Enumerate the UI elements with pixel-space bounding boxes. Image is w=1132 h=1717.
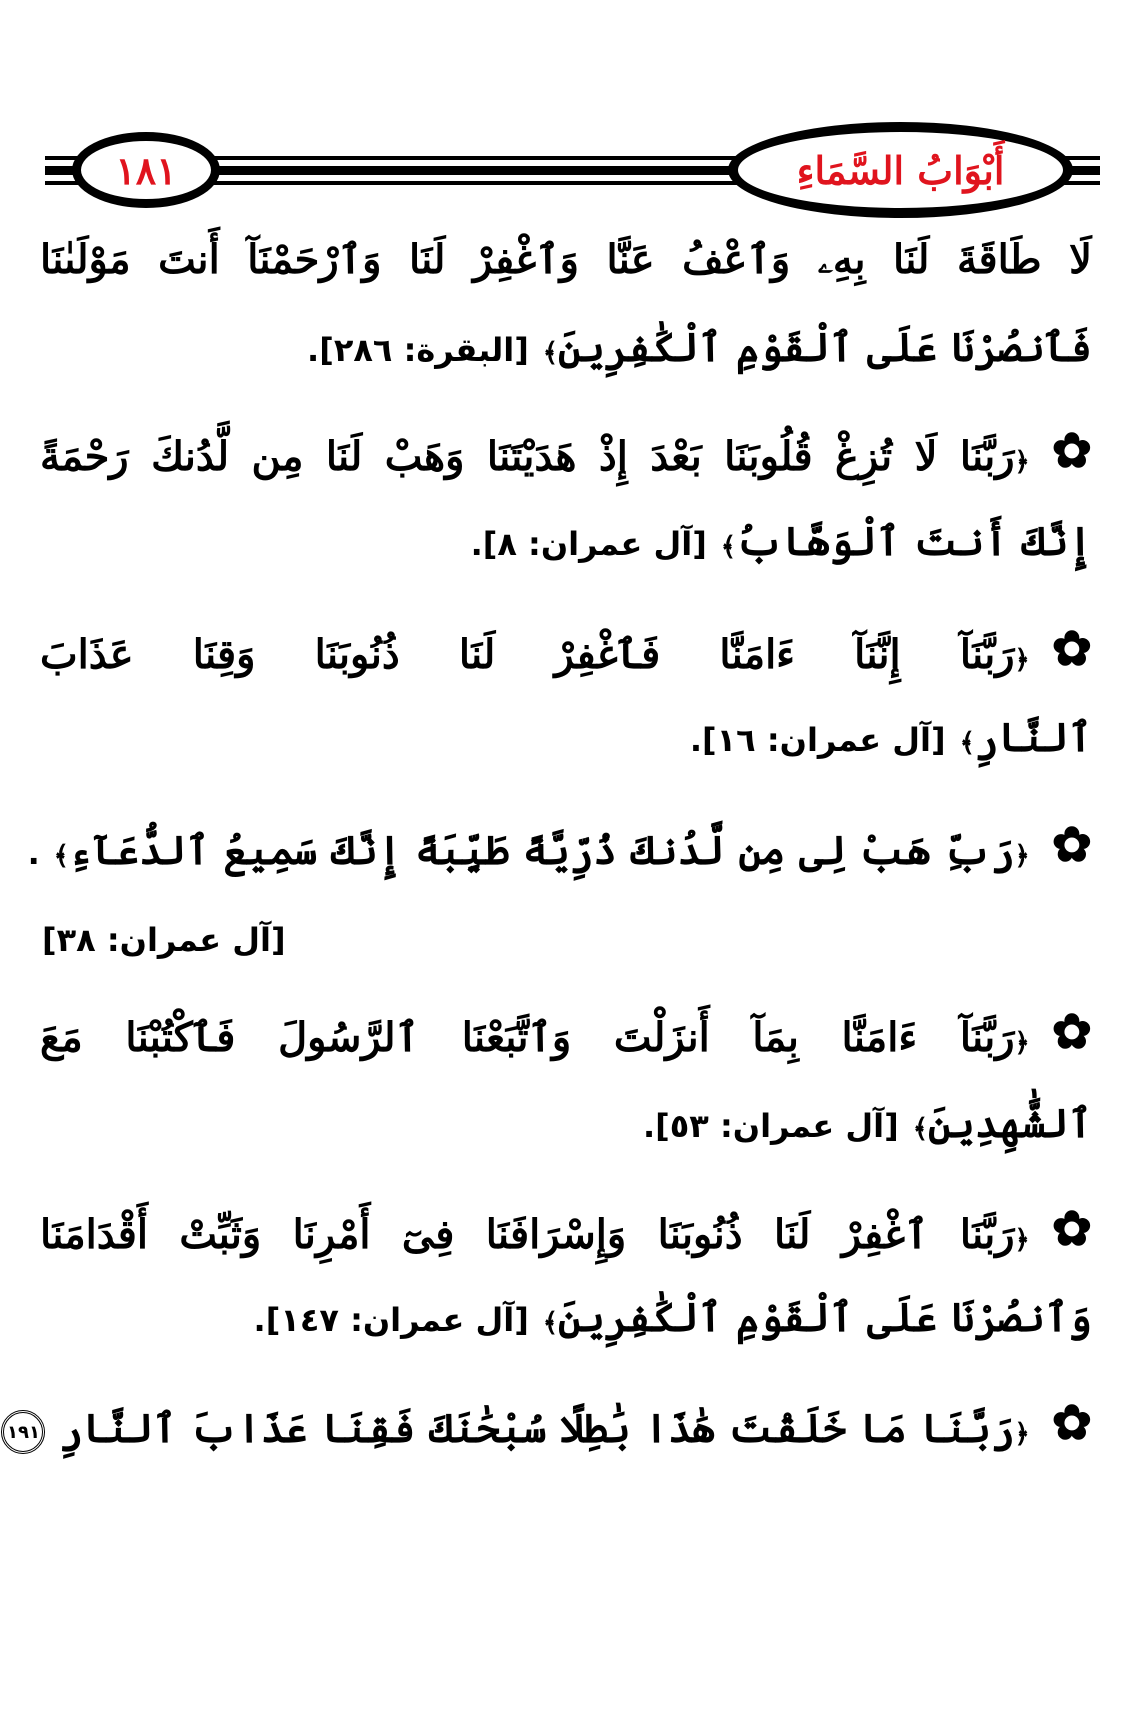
verse-reference: [آل عمران: ٣٨]: [42, 921, 286, 959]
text-line: [40, 1005, 1092, 1065]
verse-reference: [آل عمران: ١٤٧].: [253, 1301, 529, 1339]
bracket-close: ﴾: [542, 1308, 559, 1338]
bracket-close: ﴾: [959, 728, 975, 758]
verse-text: إِنَّكَ أَنتَ ٱلْوَهَّابُ: [736, 518, 1092, 565]
chapter-title-oval: [728, 122, 1073, 218]
text-line: [42, 908, 286, 968]
text-line: [40, 622, 1092, 682]
text-line: [471, 512, 1092, 572]
bracket-close: ﴾: [53, 841, 69, 871]
verse-text: رَبَّنَا ٱغْفِرْ لَنَا ذُنُوبَنَا وَإِسْرَافَنَا فِىٓ أَمْرِنَا وَثَبِّتْ أَقْدَامَنَا: [40, 1211, 1015, 1258]
text-line: [40, 230, 1092, 290]
text-line: [28, 818, 1092, 878]
verse-text: رَبَّنَآ ءَامَنَّا بِمَآ أَنزَلْتَ وَٱتَّبَعْنَا ٱلرَّسُولَ فَٱكْتُبْنَا مَعَ: [40, 1014, 1015, 1061]
flower-bullet-icon: ✿: [1051, 1004, 1092, 1060]
verse-reference: [آل عمران: ٥٣].: [642, 1107, 899, 1145]
verse-text: رَبَّنَا لَا تُزِغْ قُلُوبَنَا بَعْدَ إِذْ هَدَيْتَنَا وَهَبْ لَنَا مِن لَّدُنكَ رَحْمَةً: [40, 433, 1015, 480]
bracket-open: ﴿: [1014, 645, 1030, 675]
chapter-title: أَبْوَابُ السَّمَاءِ: [796, 147, 1005, 193]
page-number-oval: [72, 132, 220, 208]
verse-text: ٱلشَّٰهِدِينَ: [927, 1100, 1092, 1147]
verse-reference: [آل عمران: ٨].: [470, 525, 707, 563]
verse-text: رَبَّنَا مَا خَلَقْتَ هَٰذَا بَٰطِلًا سُبْحَٰنَكَ فَقِنَا عَذَابَ ٱلنَّارِ: [59, 1405, 1015, 1452]
verse-text: رَبِّ هَبْ لِى مِن لَّدُنكَ ذُرِّيَّةً طَيِّبَةً إِنَّكَ سَمِيعُ ٱلدُّعَآءِ: [68, 827, 1015, 874]
bracket-open: ﴿: [1014, 447, 1030, 477]
bracket-open: ﴿: [1014, 1225, 1030, 1255]
flower-bullet-icon: ✿: [1051, 423, 1092, 479]
verse-text: فَٱنصُرْنَا عَلَى ٱلْقَوْمِ ٱلْكَٰفِرِينَ: [558, 324, 1092, 371]
flower-bullet-icon: ✿: [1051, 817, 1092, 873]
verse-text: رَبَّنَآ إِنَّنَآ ءَامَنَّا فَٱغْفِرْ لَنَا ذُنُوبَنَا وَقِنَا عَذَابَ: [40, 631, 1015, 678]
bracket-open: ﴿: [1014, 1028, 1030, 1058]
flower-bullet-icon: ✿: [1051, 1395, 1092, 1451]
flower-bullet-icon: ✿: [1051, 1201, 1092, 1257]
page-header: [0, 0, 1132, 240]
verse-reference: [البقرة: ٢٨٦].: [307, 331, 529, 369]
bracket-close: ﴾: [720, 532, 737, 562]
bracket-open: ﴿: [1014, 1419, 1030, 1449]
text-line: [40, 1202, 1092, 1262]
text-line: [1, 1396, 1092, 1456]
verse-reference: [آل عمران: ١٦].: [689, 721, 946, 759]
bracket-open: ﴿: [1014, 841, 1030, 871]
page-number: ١٨١: [115, 147, 177, 193]
verse-text: ٱلنَّارِ: [974, 714, 1092, 761]
verse-text: لَا طَاقَةَ لَنَا بِهِۦ وَٱعْفُ عَنَّا وَٱغْفِرْ لَنَا وَٱرْحَمْنَآ أَنتَ مَوْلَىٰنَا: [40, 236, 1092, 283]
period: .: [27, 834, 40, 872]
verse-number-ornament: ١٩١: [1, 1410, 45, 1454]
text-line: [40, 424, 1092, 484]
text-line: [307, 318, 1092, 378]
bracket-close: ﴾: [912, 1114, 928, 1144]
text-line: [690, 708, 1092, 768]
verse-text: وَٱنصُرْنَا عَلَى ٱلْقَوْمِ ٱلْكَٰفِرِينَ: [558, 1294, 1092, 1341]
text-line: [643, 1094, 1092, 1154]
text-line: [254, 1288, 1092, 1348]
flower-bullet-icon: ✿: [1051, 621, 1092, 677]
bracket-close: ﴾: [542, 338, 559, 368]
